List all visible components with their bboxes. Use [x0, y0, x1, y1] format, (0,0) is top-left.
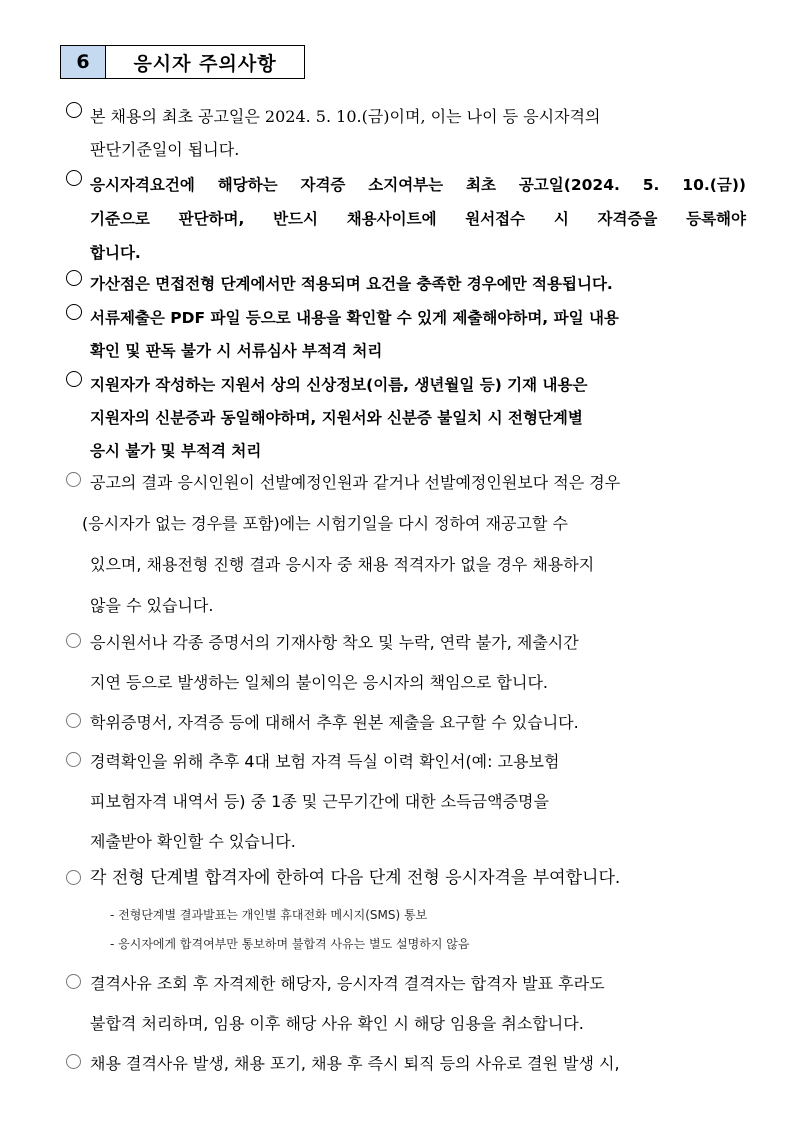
circle-bullet-icon	[66, 472, 81, 487]
circle-bullet-icon	[66, 304, 82, 320]
notice-line: 불합격 처리하며, 임용 이후 해당 사유 확인 시 해당 임용을 취소합니다.	[90, 1014, 584, 1033]
circle-bullet-icon	[66, 713, 81, 728]
notice-line: 공고의 결과 응시인원이 선발예정인원과 같거나 선발예정인원보다 적은 경우	[90, 473, 621, 492]
notice-line: 학위증명서, 자격증 등에 대해서 추후 원본 제출을 요구할 수 있습니다.	[90, 713, 579, 732]
notice-line: 본 채용의 최초 공고일은 2024. 5. 10.(금)이며, 이는 나이 등 응시자격의	[90, 107, 601, 126]
notice-line: 가산점은 면접전형 단계에서만 적용되며 요건을 충족한 경우에만 적용됩니다.	[90, 275, 613, 293]
notice-line: 합니다.	[90, 244, 141, 262]
notice-item	[66, 369, 746, 468]
notice-line: 응시원서나 각종 증명서의 기재사항 착오 및 누락, 연락 불가, 제출시간	[90, 633, 579, 652]
notice-item	[66, 302, 746, 368]
notice-line: 있으며, 채용전형 진행 결과 응시자 중 채용 적격자가 없을 경우 채용하지	[90, 555, 595, 574]
notice-item	[66, 748, 746, 862]
notice-line: 서류제출은 PDF 파일 등으로 내용을 확인할 수 있게 제출해야하며, 파일 내용	[90, 309, 619, 327]
notice-line: 제출받아 확인할 수 있습니다.	[90, 832, 296, 851]
circle-bullet-icon	[66, 974, 81, 989]
sub-note: - 응시자에게 합격여부만 통보하며 불합격 사유는 별도 설명하지 않음	[110, 937, 470, 951]
notice-line: 않을 수 있습니다.	[90, 596, 214, 615]
notice-line: 채용 결격사유 발생, 채용 포기, 채용 후 즉시 퇴직 등의 사유로 결원 발생 시,	[90, 1054, 620, 1073]
notice-item	[66, 468, 746, 626]
notice-line: 결격사유 조회 후 자격제한 해당자, 응시자격 결격자는 합격자 발표 후라도	[90, 974, 605, 993]
notice-line: (응시자가 없는 경우를 포함)에는 시험기일을 다시 정하여 재공고할 수	[82, 514, 568, 533]
circle-bullet-icon	[66, 633, 81, 648]
notice-line: 지원자의 신분증과 동일해야하며, 지원서와 신분증 불일치 시 전형단계별	[90, 409, 583, 427]
section-title: 응시자 주의사항	[133, 52, 277, 75]
circle-bullet-icon	[66, 1054, 81, 1069]
circle-bullet-icon	[66, 270, 82, 286]
notice-item	[66, 1050, 746, 1084]
circle-bullet-icon	[66, 102, 82, 118]
notice-item	[66, 866, 746, 898]
notice-item	[66, 709, 746, 743]
circle-bullet-icon	[66, 170, 82, 186]
section-number: 6	[61, 46, 106, 78]
notice-item	[66, 100, 746, 166]
circle-bullet-icon	[66, 870, 81, 885]
notice-line: 각 전형 단계별 합격자에 한하여 다음 단계 전형 응시자격을 부여합니다.	[90, 868, 621, 888]
sub-note: - 전형단계별 결과발표는 개인별 휴대전화 메시지(SMS) 통보	[110, 908, 428, 922]
notice-item	[66, 629, 746, 703]
notice-item	[66, 268, 746, 301]
section-header	[60, 45, 305, 79]
notice-line: 경력확인을 위해 추후 4대 보험 자격 득실 이력 확인서(예: 고용보험	[90, 752, 560, 771]
notice-line: 응시자격요건에 해당하는 자격증 소지여부는 최초 공고일(2024. 5. 10.(금))	[90, 176, 746, 194]
notice-line: 확인 및 판독 불가 시 서류심사 부적격 처리	[90, 342, 383, 360]
notice-line: 응시 불가 및 부적격 처리	[90, 442, 262, 460]
notice-line: 지원자가 작성하는 지원서 상의 신상정보(이름, 생년월일 등) 기재 내용은	[90, 376, 588, 394]
notice-line: 기준으로 판단하며, 반드시 채용사이트에 원서접수 시 자격증을 등록해야	[90, 210, 746, 228]
notice-line: 판단기준일이 됩니다.	[90, 140, 240, 159]
notice-line: 피보험자격 내역서 등) 중 1종 및 근무기간에 대한 소득금액증명을	[90, 792, 549, 811]
circle-bullet-icon	[66, 752, 81, 767]
notice-line: 지연 등으로 발생하는 일체의 불이익은 응시자의 책임으로 합니다.	[90, 673, 549, 692]
notice-item	[66, 168, 746, 270]
notice-item	[66, 970, 746, 1044]
circle-bullet-icon	[66, 371, 82, 387]
